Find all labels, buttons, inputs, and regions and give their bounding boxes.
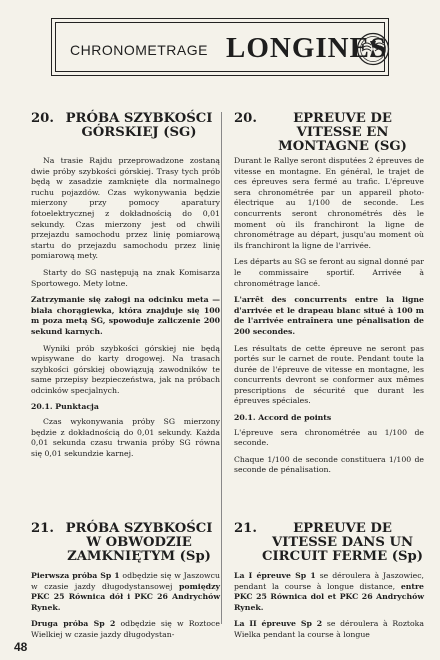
section-title: EPREUVE DE VITESSE EN MONTAGNE (SG) [278, 111, 407, 154]
text-run: se déroulera à Jaszowiec, pendant la course à longue distance, [234, 571, 425, 591]
paragraph [234, 571, 424, 613]
section-21-pl [31, 522, 220, 647]
section-20-fr [234, 112, 424, 476]
paragraph: L'épreuve sera chronométrée au 1/100 de seconde. [234, 427, 424, 448]
section-number: 20. [31, 111, 54, 126]
bold-run: Druga próba Sp 2 [31, 619, 116, 629]
subsection-heading: 20.1. Punktacja [31, 402, 99, 412]
text-run: odbędzie się w Roztoce Wielkiej w czasie jazdy długodystan- [31, 619, 220, 639]
section-title: PRÓBA SZYBKOŚCI GÓRSKIEJ (SG) [65, 111, 213, 140]
paragraph: Czas wykonywania próby SG mierzony będzie z dokładnością do 0,01 sekundy. Każda 0,01 sekunda czasu trwania próby SG równa się 0,01 sekundzie karnej. [31, 417, 220, 458]
paragraph: Chaque 1/100 de seconde constituera 1/100 de seconde de pénalisation. [234, 454, 424, 475]
text-run: se déroulera à Roztoka Wielka pendant la course à longue [234, 619, 425, 639]
brand-name: LONGINES [226, 32, 388, 64]
section-20-pl [31, 112, 220, 459]
banner-inner-frame [55, 22, 388, 72]
section-title: PRÓBA SZYBKOŚCI W OBWODZIE ZAMKNIĘTYM (Sp) [65, 521, 213, 564]
text-run: odbędzie się w Jaszowcu w czasie jazdy długodystansowej [31, 571, 220, 591]
paragraph-bold: Zatrzymanie się załogi na odcinku meta — biała chorągiewka, która znajduje się 100 m poza metą SG, spowoduje zaliczenie 200 sekund karnych. [31, 295, 220, 336]
section-number: 21. [234, 521, 257, 536]
bold-run: La I épreuve Sp 1 [234, 571, 316, 580]
bold-run: pomiędzy PKC 25 Równica dół i PKC 26 Andrychów Rynek. [31, 581, 220, 612]
paragraph [234, 619, 424, 640]
paragraph: Les résultats de cette épreuve ne seront pas portés sur le carnet de route. Pendant toute la durée de l'épreuve de vitesse en montagne, les concurrents devront se conformer aux mêmes prescriptions de sécurité que durant les épreuves spéciales. [234, 343, 424, 406]
paragraph: Na trasie Rajdu przeprowadzone zostaną dwie próby szybkości górskiej. Trasy tych prób będą w zasadzie zamknięte dla normalnego ruchu pojazdów. Czas wykonywania będzie mierzony przy pomocy aparatury fotoelektrycznej z dokładnością do 0,01 sekundy. Czas mierzony jest od chwili przejazdu samochodu przez linię pomiarową startu do przejazdu samochodu przez linię pomiarową mety. [31, 156, 220, 261]
page-number: 48 [14, 640, 28, 654]
section-number: 21. [31, 521, 54, 536]
paragraph: Durant le Rallye seront disputées 2 épreuves de vitesse en montagne. En général, le trajet de ces épreuves sera fermé au trafic. L'épreuve sera chronométrée par un appareil photo-électrique au 1/100 de seconde. Les concurrents seront chronométrés dès le moment où ils franchiront la ligne de chronométrage au départ, jusqu'au moment où ils franchiront la ligne de l'arrivée. [234, 156, 424, 250]
bold-run: entre PKC 25 Równica dol et PKC 26 Andrychów Rynek. [234, 581, 424, 612]
section-heading [31, 522, 220, 571]
bold-run: La II épreuve Sp 2 [234, 619, 323, 629]
brand-prefix: CHRONOMETRAGE [70, 42, 208, 58]
paragraph: Les départs au SG se feront au signal donné par le commissaire sportif. Arrivée à chronométrage lancé. [234, 257, 425, 288]
section-number: 20. [234, 111, 257, 126]
section-heading [31, 112, 220, 156]
section-heading [234, 522, 424, 571]
section-title: EPREUVE DE VITESSE DANS UN CIRCUIT FERME (Sp) [261, 521, 424, 564]
subsection-heading: 20.1. Accord de points [234, 413, 332, 423]
section-21-fr [234, 522, 424, 647]
paragraph: Wyniki prób szybkości górskiej nie będą wpisywane do karty drogowej. Na trasach szybkości górskiej obowiązują zawodników te same przepisy bezpieczeństwa, jak na próbach odcinków specjalnych. [31, 343, 220, 395]
paragraph-bold: L'arrêt des concurrents entre la ligne d'arrivée et le drapeau blanc situé à 100 m de l'arrivée entraînera une pénalisation de 200 secondes. [234, 295, 424, 336]
longines-banner [51, 18, 389, 76]
polish-column [31, 112, 220, 465]
section-heading [234, 112, 424, 156]
paragraph: Starty do SG następują na znak Komisarza Sportowego. Mety lotne. [31, 267, 220, 288]
winged-hourglass-emblem-icon [356, 32, 390, 66]
paragraph [31, 619, 220, 640]
french-column [234, 112, 424, 482]
column-divider [221, 112, 222, 624]
bold-run: Pierwsza próba Sp 1 [31, 571, 120, 580]
paragraph [31, 571, 220, 613]
